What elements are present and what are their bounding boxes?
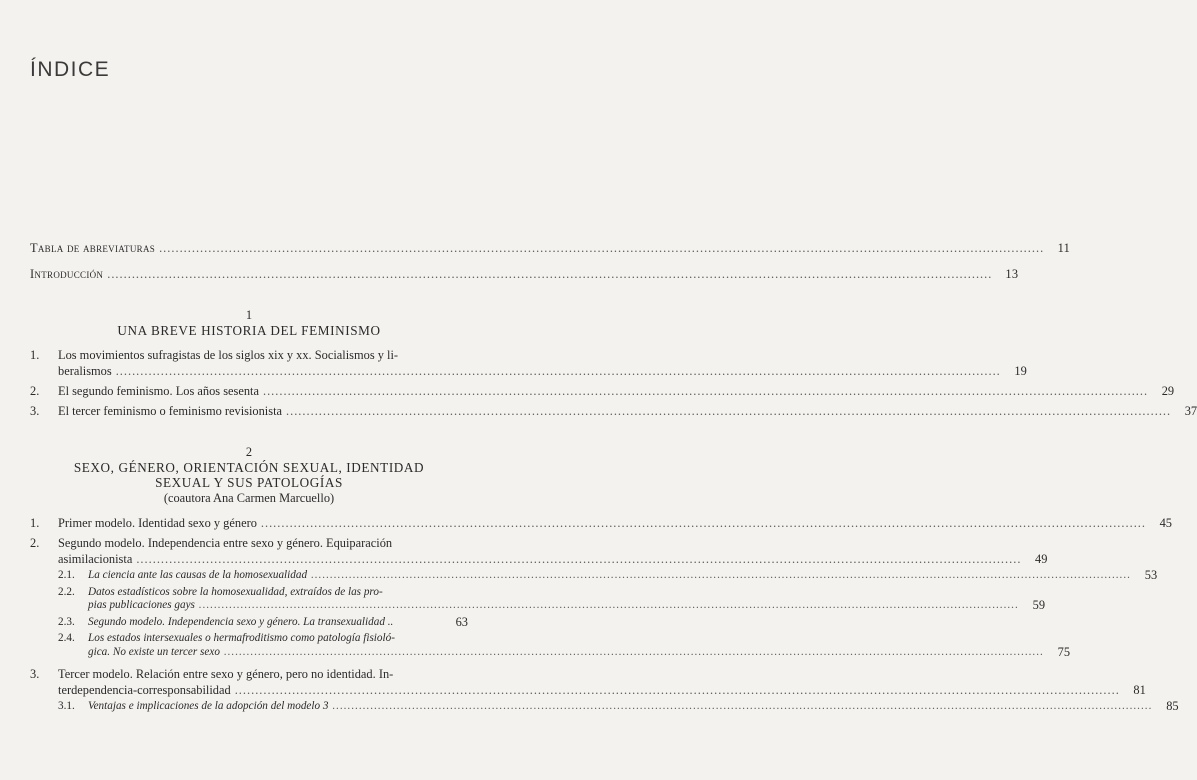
toc-entry <box>30 515 1172 531</box>
page-number: 49 <box>1035 552 1048 566</box>
entry-text-cont: asimilacionista <box>58 552 133 566</box>
entry-text: Los estados intersexuales o hermafroditismo como patología fisioló- <box>88 632 395 645</box>
toc-subentry <box>30 616 468 630</box>
part-number: 1 <box>245 308 253 322</box>
part-subtitle: (coautora Ana Carmen Marcuello) <box>163 491 335 505</box>
toc-front-matter-introduction <box>30 266 1019 282</box>
entry-text: Tercer modelo. Relación entre sexo y género, pero no identidad. In- <box>58 666 394 681</box>
toc-subentry <box>30 698 1179 714</box>
page-number: 19 <box>1014 364 1027 378</box>
toc-front-matter-abbreviations <box>30 240 1071 256</box>
page-number: 45 <box>1159 516 1172 530</box>
toc-subentry <box>30 585 1046 613</box>
entry-text: Segundo modelo. Independencia entre sexo y género. Equiparación <box>58 536 393 550</box>
entry-text-cont: pias publicaciones gays <box>88 599 195 612</box>
toc-subentry <box>30 568 1158 583</box>
entry-number: 3. <box>30 404 40 418</box>
page-number: 75 <box>1057 644 1071 659</box>
entry-number: 2.3. <box>58 615 75 628</box>
page-number: 63 <box>455 614 468 629</box>
entry-label: Introducción <box>30 267 104 281</box>
page-number: 81 <box>1133 682 1146 697</box>
part-title: SEXO, GÉNERO, ORIENTACIÓN SEXUAL, IDENTIDAD <box>73 460 425 475</box>
part-title-cont: SEXUAL Y SUS PATOLOGÍAS <box>155 475 343 490</box>
entry-number: 1. <box>30 348 40 362</box>
page-number: 11 <box>1057 241 1071 255</box>
entry-label: Tabla de abreviaturas <box>30 241 156 255</box>
page-number: 59 <box>1032 598 1046 613</box>
entry-text: Segundo modelo. Independencia sexo y género. La transexualidad .. <box>88 615 394 628</box>
toc-entry <box>30 403 1197 419</box>
entry-text: Los movimientos sufragistas de los siglos xix y xx. Socialismos y li- <box>58 348 399 362</box>
entry-number: 2. <box>30 384 40 398</box>
entry-number: 1. <box>30 516 40 530</box>
entry-text: Primer modelo. Identidad sexo y género <box>58 516 257 530</box>
entry-text: La ciencia ante las causas de la homosexualidad <box>88 569 308 581</box>
entry-number: 2. <box>30 536 40 550</box>
toc-subentry <box>30 632 1071 659</box>
page-number: 13 <box>1005 267 1019 281</box>
toc-entry <box>30 666 1146 698</box>
toc-entry <box>30 535 1048 567</box>
entry-text: El tercer feminismo o feminismo revisionista <box>58 404 283 418</box>
page-number: 53 <box>1144 568 1158 582</box>
table-of-contents <box>30 240 1197 713</box>
toc-entry <box>30 347 1027 379</box>
page-number: 85 <box>1166 698 1179 713</box>
entry-text-cont: beralismos <box>58 364 112 378</box>
entry-text-cont: terdependencia-corresponsabilidad <box>58 682 231 697</box>
page-number: 29 <box>1161 384 1175 398</box>
entry-text: El segundo feminismo. Los años sesenta <box>58 384 259 398</box>
entry-number: 3.1. <box>58 699 75 712</box>
part-number: 2 <box>245 445 253 459</box>
part-title: UNA BREVE HISTORIA DEL FEMINISMO <box>117 323 381 338</box>
entry-number: 2.2. <box>58 585 75 598</box>
entry-number: 3. <box>30 666 40 681</box>
entry-text: Datos estadísticos sobre la homosexualidad, extraídos de las pro- <box>88 585 383 598</box>
entry-number: 2.4. <box>58 632 75 645</box>
toc-entry <box>30 383 1175 399</box>
entry-text-cont: gica. No existe un tercer sexo <box>88 645 220 658</box>
entry-text: Ventajas e implicaciones de la adopción del modelo 3 <box>88 699 329 712</box>
page-title: ÍNDICE <box>30 58 111 82</box>
page-number: 37 <box>1184 404 1197 418</box>
entry-number: 2.1. <box>58 569 75 581</box>
